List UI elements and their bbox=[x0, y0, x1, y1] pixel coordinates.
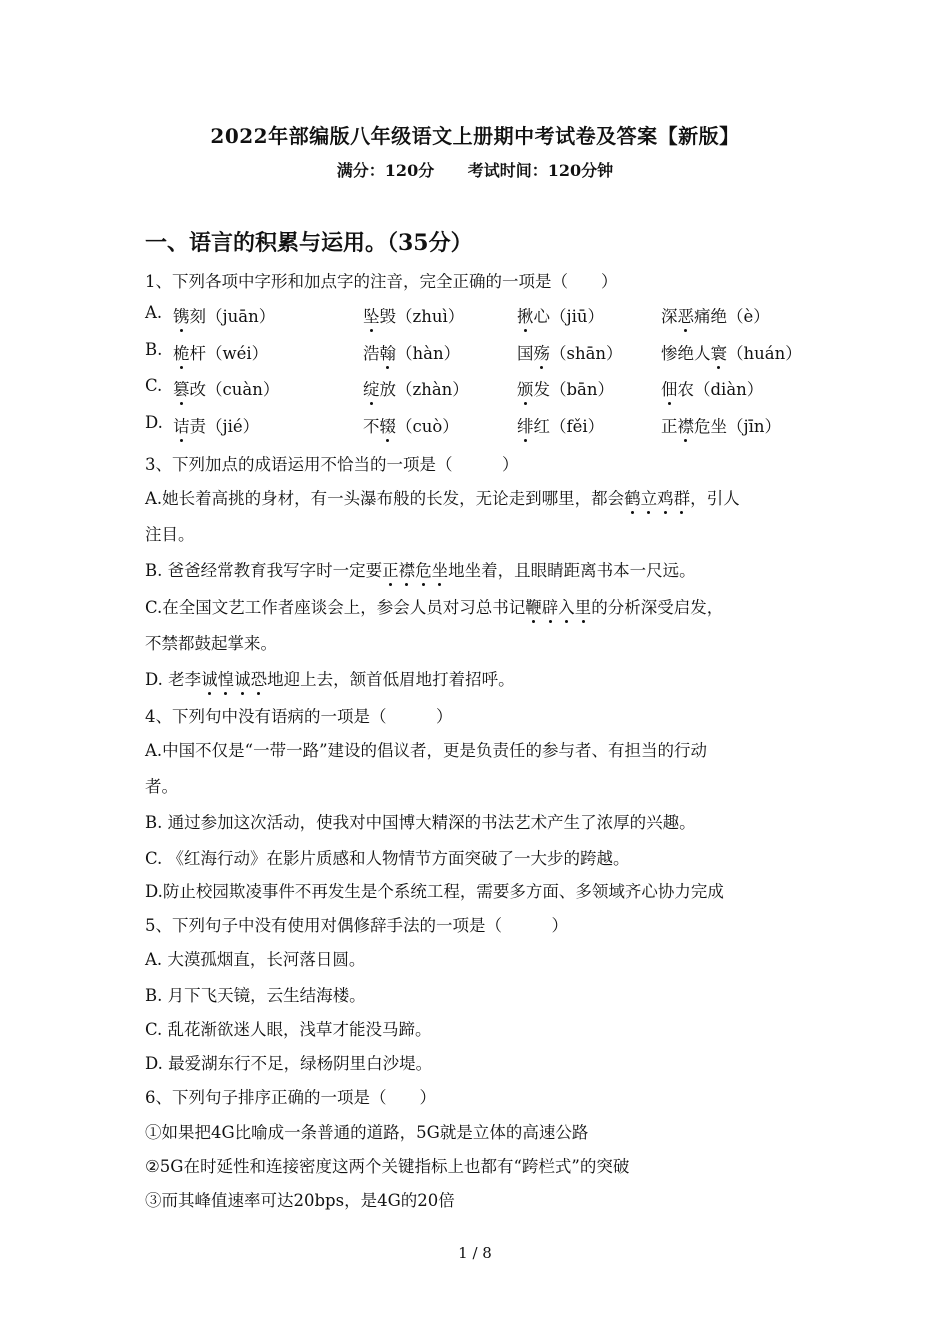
dotted-char: 群 bbox=[674, 485, 691, 509]
dotted-char: 诚 bbox=[201, 666, 218, 690]
q3-option-a bbox=[145, 485, 740, 509]
option-text: 危坐（jīn） bbox=[694, 417, 782, 436]
option-item bbox=[363, 376, 469, 400]
dotted-char: 鸡 bbox=[657, 485, 674, 509]
option-text: 国 bbox=[517, 344, 534, 363]
option-item bbox=[363, 413, 459, 437]
dotted-char: 里 bbox=[575, 594, 592, 618]
option-text: 毁（zhuì） bbox=[379, 307, 465, 326]
q5-stem: 5、下列句子中没有使用对偶修辞手法的一项是（ ） bbox=[145, 916, 568, 935]
option-text: 心（jiū） bbox=[533, 307, 605, 326]
option-item bbox=[173, 303, 275, 327]
option-item bbox=[173, 340, 268, 364]
dotted-char: 襟 bbox=[399, 557, 416, 581]
q3-a-text: A.她长着高挑的身材，有一头瀑布般的长发，无论走到哪里，都会 bbox=[145, 489, 625, 508]
q3-d-idiom bbox=[201, 670, 267, 689]
q5-option-d: D. 最爱湖东行不足，绿杨阴里白沙堤。 bbox=[145, 1054, 433, 1073]
dotted-char: 恐 bbox=[251, 666, 268, 690]
q5-option-c: C. 乱花渐欲迷人眼，浅草才能没马蹄。 bbox=[145, 1020, 432, 1039]
dotted-char: 坠 bbox=[363, 303, 380, 327]
option-item bbox=[517, 376, 614, 400]
q3-a-text-end: ，引人 bbox=[690, 489, 740, 508]
dotted-char: 恶 bbox=[678, 303, 695, 327]
option-text: 改（cuàn） bbox=[189, 380, 280, 399]
section-heading: 一、语言的积累与运用。（35分） bbox=[145, 230, 473, 256]
q3-c-text-end: 的分析深受启发， bbox=[591, 598, 724, 617]
option-text: 正 bbox=[661, 417, 678, 436]
option-text: 不 bbox=[363, 417, 380, 436]
option-item bbox=[661, 376, 763, 400]
dotted-char: 揪 bbox=[517, 303, 534, 327]
q5-option-a: A. 大漠孤烟直，长河落日圆。 bbox=[145, 950, 366, 969]
option-text: 发（bān） bbox=[533, 380, 615, 399]
dotted-char: 翰 bbox=[380, 340, 397, 364]
option-item bbox=[517, 413, 604, 437]
q4-option-a: A.中国不仅是“一带一路”建设的倡议者，更是负责任的参与者、有担当的行动 bbox=[145, 741, 708, 760]
option-text: 痛绝（è） bbox=[694, 307, 770, 326]
q4-stem: 4、下列句中没有语病的一项是（ ） bbox=[145, 707, 453, 726]
dotted-char: 正 bbox=[382, 557, 399, 581]
dotted-char: 诚 bbox=[234, 666, 251, 690]
dotted-char: 立 bbox=[641, 485, 658, 509]
option-label: D. bbox=[145, 413, 163, 432]
dotted-char: 镌 bbox=[173, 303, 190, 327]
q6-stem: 6、下列句子排序正确的一项是（ ） bbox=[145, 1088, 436, 1107]
option-text: （shān） bbox=[550, 344, 623, 363]
dotted-char: 绯 bbox=[517, 413, 534, 437]
dotted-char: 辟 bbox=[542, 594, 559, 618]
option-item bbox=[661, 413, 781, 437]
exam-time: 考试时间：120分钟 bbox=[467, 161, 614, 180]
q3-a-idiom bbox=[624, 489, 690, 508]
option-item bbox=[661, 340, 802, 364]
q3-option-a-cont: 注目。 bbox=[145, 525, 195, 544]
dotted-char: 惶 bbox=[218, 666, 235, 690]
dotted-char: 篡 bbox=[173, 376, 190, 400]
q6-sentence-2: ②5G在时延性和连接密度这两个关键指标上也都有“跨栏式”的突破 bbox=[145, 1157, 630, 1176]
option-text: （hàn） bbox=[396, 344, 461, 363]
dotted-char: 辍 bbox=[380, 413, 397, 437]
option-text: （huán） bbox=[727, 344, 802, 363]
q3-option-c-cont: 不禁都鼓起掌来。 bbox=[145, 634, 277, 653]
option-text: 浩 bbox=[363, 344, 380, 363]
q3-b-idiom bbox=[382, 561, 448, 580]
q3-b-text-end: 地坐着，且眼睛距离书本一尺远。 bbox=[448, 561, 696, 580]
option-item bbox=[173, 413, 259, 437]
option-text: （cuò） bbox=[396, 417, 459, 436]
option-text: 杆（wéi） bbox=[189, 344, 269, 363]
dotted-char: 佃 bbox=[661, 376, 678, 400]
q3-stem: 3、下列加点的成语运用不恰当的一项是（ ） bbox=[145, 455, 519, 474]
exam-meta bbox=[0, 158, 950, 181]
dotted-char: 颁 bbox=[517, 376, 534, 400]
option-text: 农（diàn） bbox=[677, 380, 764, 399]
dotted-char: 入 bbox=[558, 594, 575, 618]
q1-stem: 1、下列各项中字形和加点字的注音，完全正确的一项是（ ） bbox=[145, 272, 618, 291]
dotted-char: 鹤 bbox=[624, 485, 641, 509]
q4-option-a-cont: 者。 bbox=[145, 777, 178, 796]
page-number: 1 / 8 bbox=[458, 1244, 492, 1262]
q3-option-c bbox=[145, 594, 723, 618]
dotted-char: 襟 bbox=[678, 413, 695, 437]
exam-title: 2022年部编版八年级语文上册期中考试卷及答案【新版】 bbox=[210, 124, 740, 148]
option-item bbox=[517, 303, 604, 327]
q3-c-idiom bbox=[525, 598, 591, 617]
option-text: 放（zhàn） bbox=[379, 380, 469, 399]
option-text: 红（fěi） bbox=[533, 417, 605, 436]
option-label: C. bbox=[145, 376, 163, 395]
q4-option-d: D.防止校园欺凌事件不再发生是个系统工程，需要多方面、多领域齐心协力完成 bbox=[145, 882, 724, 901]
option-label: B. bbox=[145, 340, 163, 359]
q4-option-c: C. 《红海行动》在影片质感和人物情节方面突破了一大步的跨越。 bbox=[145, 849, 630, 868]
dotted-char: 诘 bbox=[173, 413, 190, 437]
option-item bbox=[661, 303, 770, 327]
dotted-char: 寰 bbox=[711, 340, 728, 364]
q6-sentence-3: ③而其峰值速率可达20bps，是4G的20倍 bbox=[145, 1191, 455, 1210]
option-label: A. bbox=[145, 303, 163, 322]
q5-option-b: B. 月下飞天镜，云生结海楼。 bbox=[145, 986, 366, 1005]
dotted-char: 殇 bbox=[534, 340, 551, 364]
option-text: 深 bbox=[661, 307, 678, 326]
q3-c-text: C.在全国文艺工作者座谈会上，参会人员对习总书记 bbox=[145, 598, 526, 617]
dotted-char: 坐 bbox=[432, 557, 449, 581]
q4-option-b: B. 通过参加这次活动，使我对中国博大精深的书法艺术产生了浓厚的兴趣。 bbox=[145, 813, 696, 832]
option-item bbox=[517, 340, 623, 364]
dotted-char: 危 bbox=[415, 557, 432, 581]
q3-d-text: D. 老李 bbox=[145, 670, 202, 689]
option-item bbox=[363, 340, 460, 364]
q3-d-text-end: 地迎上去，颔首低眉地打着招呼。 bbox=[267, 670, 515, 689]
dotted-char: 绽 bbox=[363, 376, 380, 400]
q3-b-text: B. 爸爸经常教育我写字时一定要 bbox=[145, 561, 383, 580]
q6-sentence-1: ①如果把4G比喻成一条普通的道路，5G就是立体的高速公路 bbox=[145, 1123, 589, 1142]
dotted-char: 桅 bbox=[173, 340, 190, 364]
q3-option-d bbox=[145, 666, 515, 690]
option-text: 刻（juān） bbox=[189, 307, 276, 326]
option-item bbox=[363, 303, 464, 327]
full-score: 满分：120分 bbox=[336, 161, 435, 180]
option-item bbox=[173, 376, 279, 400]
option-text: 责（jié） bbox=[189, 417, 260, 436]
dotted-char: 鞭 bbox=[525, 594, 542, 618]
q3-option-b bbox=[145, 557, 696, 581]
option-text: 惨绝人 bbox=[661, 344, 711, 363]
